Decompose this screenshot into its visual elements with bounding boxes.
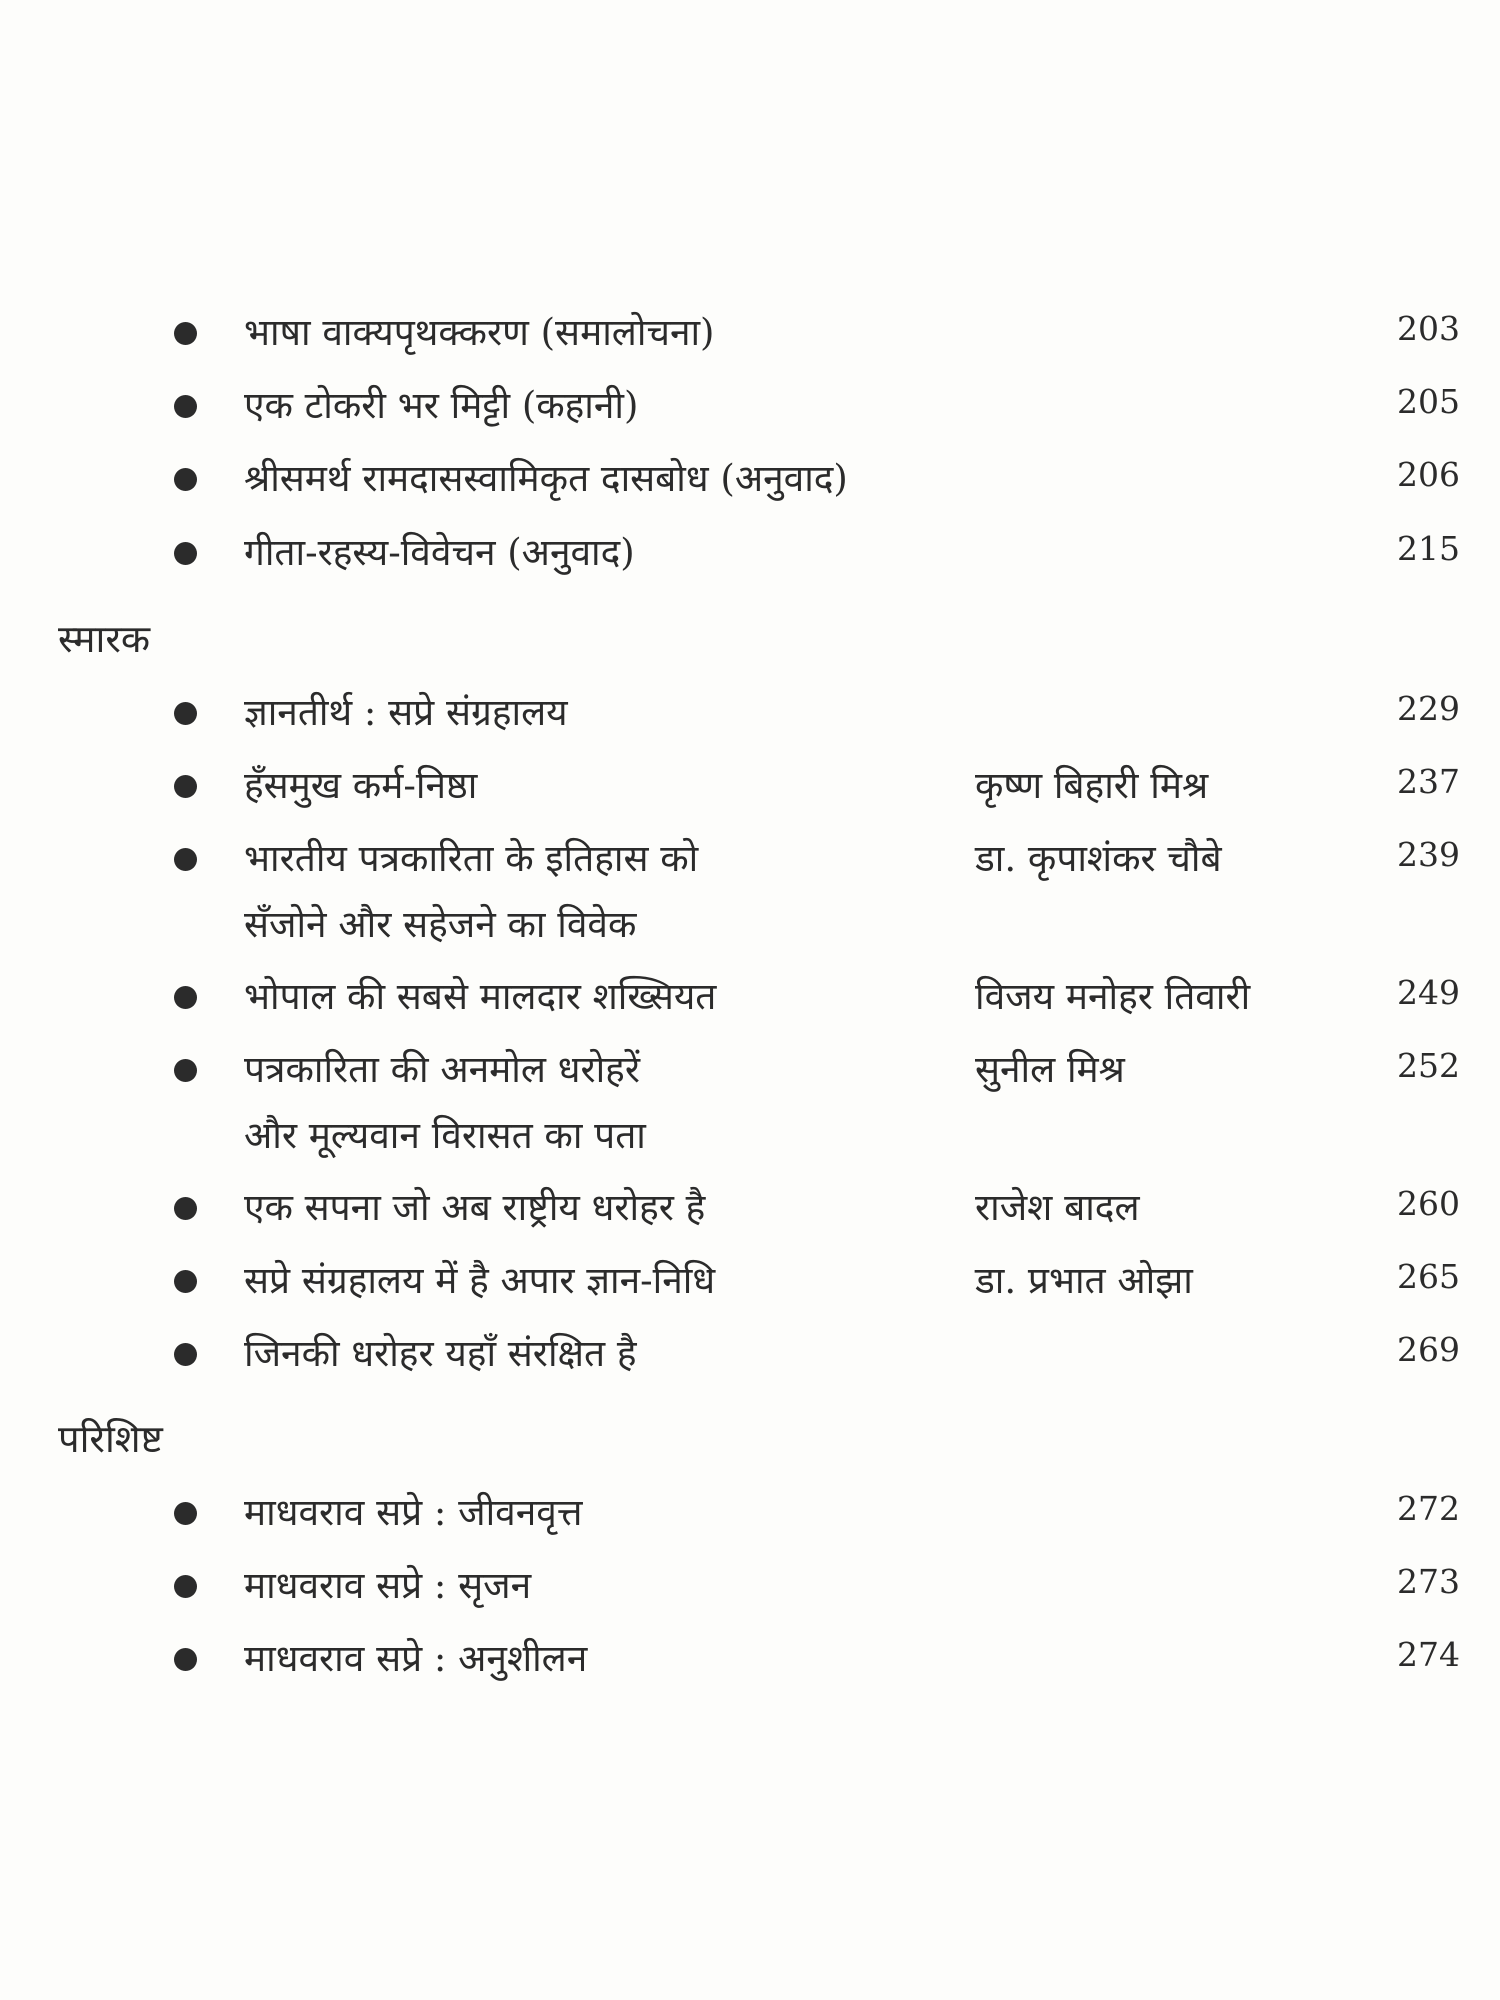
page-number: 273 <box>1397 1562 1460 1601</box>
entry-title: श्रीसमर्थ रामदासस्वामिकृत दासबोध (अनुवाद) <box>244 457 848 500</box>
page-number: 272 <box>1397 1489 1460 1528</box>
bullet-icon <box>174 702 197 725</box>
page-number: 203 <box>1397 309 1460 348</box>
bullet-icon <box>174 1270 197 1293</box>
page-number: 229 <box>1397 689 1460 728</box>
section-heading: परिशिष्ट <box>58 1417 163 1461</box>
bullet-icon <box>174 1343 197 1366</box>
page-number: 205 <box>1397 382 1460 421</box>
entry-title: भारतीय पत्रकारिता के इतिहास को सँजोने और सहेजने का विवेक <box>244 837 699 946</box>
page-number: 249 <box>1397 973 1460 1012</box>
entry-title: गीता-रहस्य-विवेचन (अनुवाद) <box>244 531 635 574</box>
entry-author: डा. कृपाशंकर चौबे <box>975 837 1222 880</box>
page-number: 265 <box>1397 1257 1460 1296</box>
bullet-icon <box>174 986 197 1009</box>
section-heading: स्मारक <box>58 617 151 661</box>
entry-title: पत्रकारिता की अनमोल धरोहरें और मूल्यवान विरासत का पता <box>244 1048 646 1157</box>
bullet-icon <box>174 1648 197 1671</box>
entry-title: सप्रे संग्रहालय में है अपार ज्ञान-निधि <box>244 1259 716 1302</box>
page-number: 260 <box>1397 1184 1460 1223</box>
page-number: 237 <box>1397 762 1460 801</box>
page-number: 206 <box>1397 455 1460 494</box>
bullet-icon <box>174 848 197 871</box>
entry-title: माधवराव सप्रे : जीवनवृत्त <box>244 1491 583 1534</box>
entry-title: भाषा वाक्यपृथक्करण (समालोचना) <box>244 311 715 354</box>
bullet-icon <box>174 542 197 565</box>
entry-title: माधवराव सप्रे : अनुशीलन <box>244 1637 588 1680</box>
entry-title: माधवराव सप्रे : सृजन <box>244 1564 532 1607</box>
entry-title: जिनकी धरोहर यहाँ संरक्षित है <box>244 1332 637 1375</box>
bullet-icon <box>174 775 197 798</box>
entry-author: कृष्ण बिहारी मिश्र <box>975 764 1209 807</box>
entry-author: विजय मनोहर तिवारी <box>975 975 1251 1018</box>
bullet-icon <box>174 395 197 418</box>
entry-author: डा. प्रभात ओझा <box>975 1259 1193 1302</box>
entry-author: सुनील मिश्र <box>975 1048 1125 1091</box>
bullet-icon <box>174 468 197 491</box>
entry-title: एक सपना जो अब राष्ट्रीय धरोहर है <box>244 1186 706 1229</box>
entry-title: भोपाल की सबसे मालदार शख्सियत <box>244 975 717 1018</box>
bullet-icon <box>174 1059 197 1082</box>
page-number: 269 <box>1397 1330 1460 1369</box>
entry-title: हँसमुख कर्म-निष्ठा <box>244 764 478 807</box>
page-number: 215 <box>1397 529 1460 568</box>
entry-title: ज्ञानतीर्थ : सप्रे संग्रहालय <box>244 691 568 734</box>
page-number: 239 <box>1397 835 1460 874</box>
bullet-icon <box>174 322 197 345</box>
bullet-icon <box>174 1502 197 1525</box>
page-number: 252 <box>1397 1046 1460 1085</box>
entry-title: एक टोकरी भर मिट्टी (कहानी) <box>244 384 639 427</box>
entry-author: राजेश बादल <box>975 1186 1140 1229</box>
bullet-icon <box>174 1575 197 1598</box>
page-number: 274 <box>1397 1635 1460 1674</box>
bullet-icon <box>174 1197 197 1220</box>
